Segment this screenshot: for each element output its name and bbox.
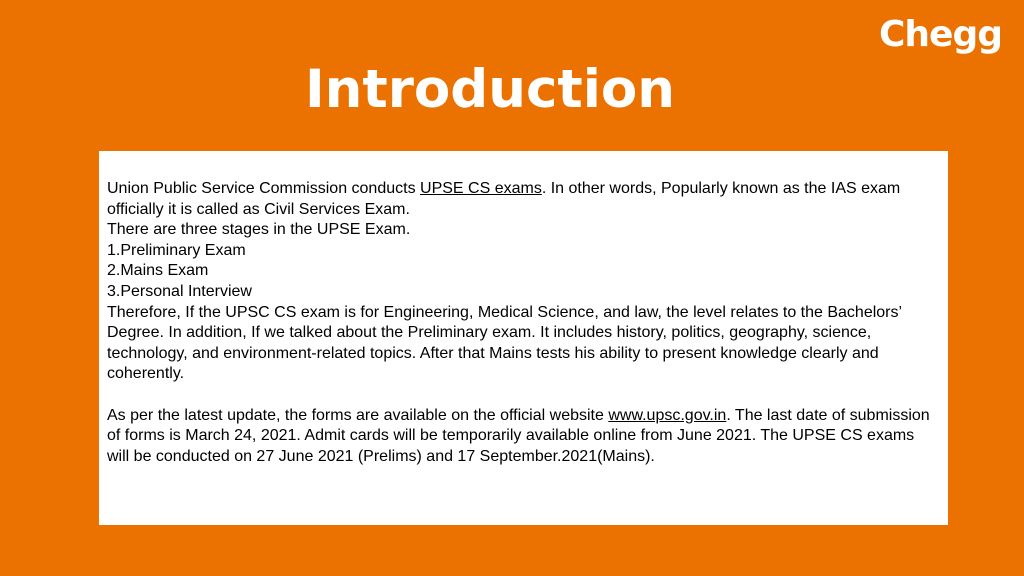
intro-text-start: Union Public Service Commission conducts bbox=[107, 180, 421, 197]
stages-intro: There are three stages in the UPSE Exam. bbox=[107, 221, 411, 239]
stage-item-interview: 3.Personal Interview bbox=[107, 282, 252, 300]
intro-paragraph bbox=[107, 179, 938, 220]
intro-text-end: . In other words, Popularly known as the IAS exam officially it is called as Civil Services Exam. bbox=[107, 180, 901, 218]
update-text-start: As per the latest update, the forms are available on the official website bbox=[107, 406, 609, 424]
update-paragraph bbox=[107, 406, 938, 468]
upsc-website-link[interactable]: www.upsc.gov.in bbox=[608, 406, 727, 424]
upse-exams-link[interactable]: UPSE CS exams bbox=[420, 180, 542, 197]
stage-item-mains: 2.Mains Exam bbox=[107, 262, 209, 280]
chegg-logo: Chegg bbox=[878, 14, 1002, 55]
slide-title: Introduction bbox=[304, 59, 676, 120]
details-paragraph: Therefore, If the UPSC CS exam is for Engineering, Medical Science, and law, the level relates to the Bachelors’ Degree. In addition, If we talked about the Preliminary exam. It includes history, politics, geography, science, technology, and environment-related topics. After that Mains tests his ability to present knowledge clearly and coherently. bbox=[107, 303, 902, 383]
paragraph-spacer bbox=[107, 385, 938, 406]
update-text-end: . The last date of submission of forms is March 24, 2021. Admit cards will be temporarily available online from June 2021. The UPSE CS exams will be conducted on 27 June 2021 (Prelims) and 17 September.2021(Mains). bbox=[107, 406, 930, 465]
content-card bbox=[99, 151, 948, 525]
stage-item-preliminary: 1.Preliminary Exam bbox=[107, 241, 246, 259]
